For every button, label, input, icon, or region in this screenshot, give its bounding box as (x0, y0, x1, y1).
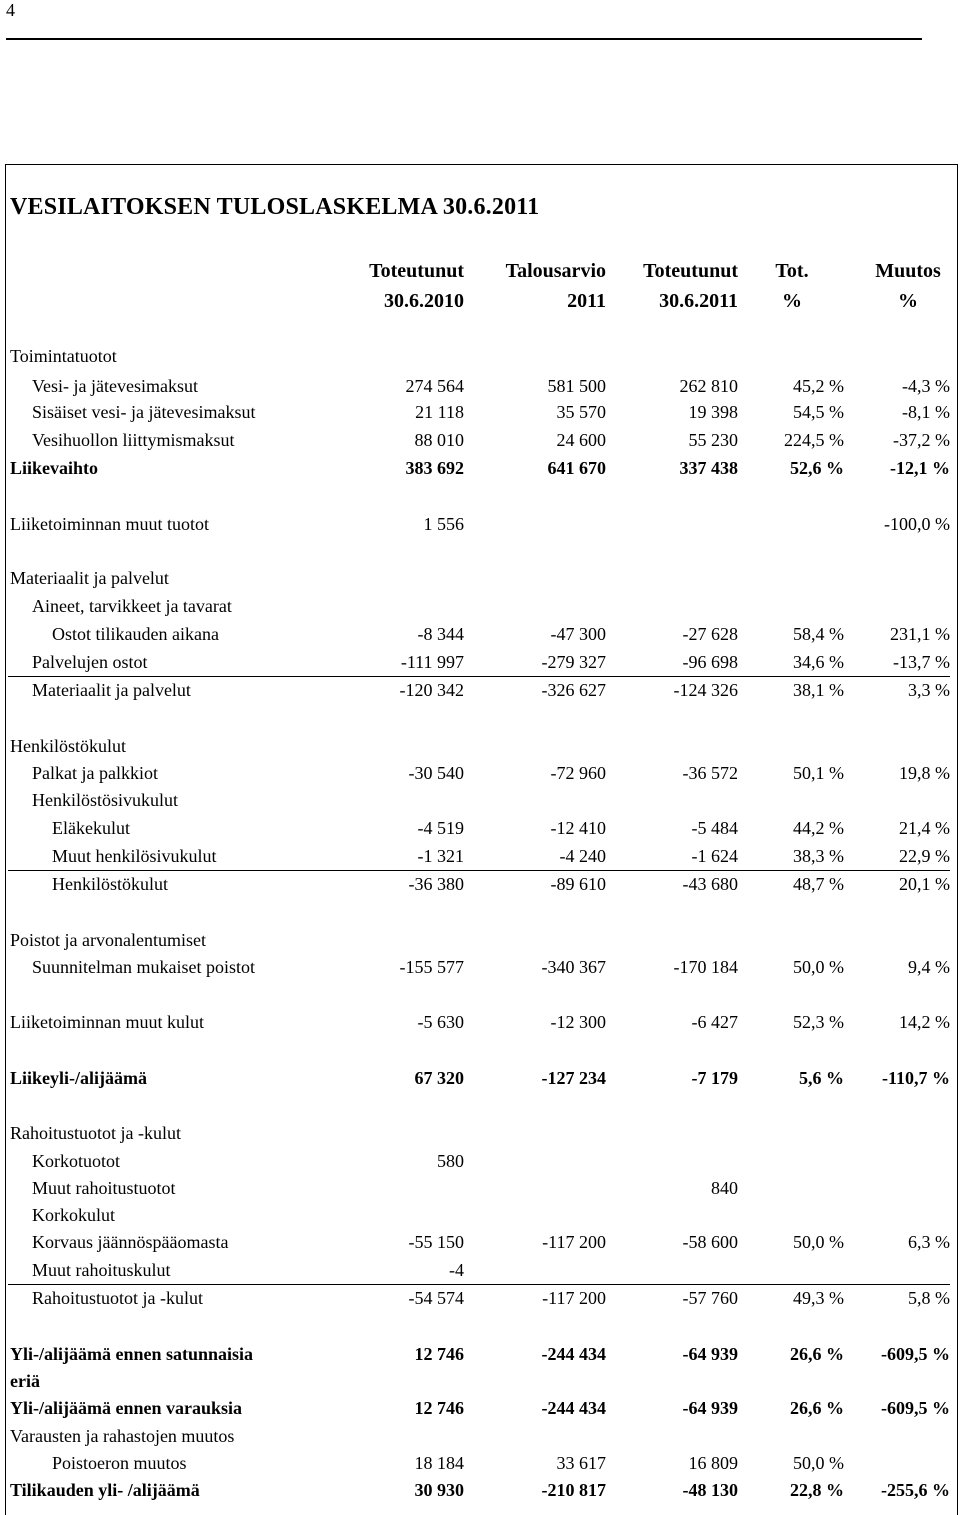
row-value-col3: -27 628 (682, 624, 738, 644)
row-label: Yli-/alijäämä ennen satunnaisia (10, 1344, 254, 1364)
row-label: Korkokulut (32, 1205, 115, 1225)
row-value-col1: 67 320 (414, 1068, 464, 1088)
row-value-col3: -57 760 (682, 1288, 738, 1308)
row-value-col5: -37,2 % (893, 430, 950, 450)
row-label: Toimintatuotot (10, 346, 117, 366)
row-value-col3: 16 809 (688, 1453, 738, 1473)
row-value-col3: -96 698 (682, 652, 738, 672)
table-row (0, 1008, 960, 1036)
row-value-col5: 231,1 % (890, 624, 950, 644)
row-value-col1: -36 380 (408, 874, 464, 894)
row-label: Tilikauden yli- /alijäämä (10, 1480, 200, 1500)
table-row (0, 1064, 960, 1092)
row-value-col4: 48,7 % (793, 874, 844, 894)
column-header-1-line2: 30.6.2010 (384, 290, 464, 312)
row-value-col4: 49,3 % (793, 1288, 844, 1308)
row-value-col1: -55 150 (408, 1232, 464, 1252)
table-row (0, 648, 960, 676)
row-value-col4: 52,3 % (793, 1012, 844, 1032)
row-value-col4: 50,0 % (793, 1453, 844, 1473)
row-value-col2: -117 200 (542, 1232, 606, 1252)
header-rule (6, 38, 922, 40)
row-label: Palkat ja palkkiot (32, 763, 158, 783)
row-value-col4: 45,2 % (793, 376, 844, 396)
column-header-3-line2: 30.6.2011 (659, 290, 738, 312)
row-value-col4: 58,4 % (793, 624, 844, 644)
subtotal-rule-finance (8, 1284, 950, 1285)
column-header-3-line1: Toteutunut (643, 260, 738, 282)
row-value-col2: 24 600 (556, 430, 606, 450)
row-label: Vesihuollon liittymismaksut (32, 430, 235, 450)
row-value-col3: -36 572 (682, 763, 738, 783)
row-value-col2: -340 367 (541, 957, 606, 977)
row-label: Rahoitustuotot ja -kulut (10, 1123, 181, 1143)
table-row (0, 1476, 960, 1504)
row-value-col3: 55 230 (688, 430, 738, 450)
row-label: Poistot ja arvonalentumiset (10, 930, 206, 950)
row-label: Liikevaihto (10, 458, 99, 478)
table-row (0, 372, 960, 400)
column-header-2 (506, 256, 606, 316)
row-value-col1: 274 564 (405, 376, 464, 396)
row-value-col1: 21 118 (415, 402, 464, 422)
row-value-col5: 3,3 % (908, 680, 950, 700)
page-number: 4 (6, 0, 15, 20)
row-value-col1: 12 746 (414, 1344, 464, 1364)
row-value-col5: -110,7 % (881, 1068, 950, 1088)
row-value-col1: -5 630 (417, 1012, 464, 1032)
row-label: Rahoitustuotot ja -kulut (32, 1288, 203, 1308)
subtotal-rule-materials (8, 676, 950, 677)
row-value-col2: 33 617 (556, 1453, 606, 1473)
row-value-col5: 22,9 % (899, 846, 950, 866)
row-value-col1: 18 184 (414, 1453, 464, 1473)
row-value-col2: -210 817 (541, 1480, 606, 1500)
row-value-col5: 19,8 % (899, 763, 950, 783)
row-value-col2: -244 434 (541, 1344, 606, 1364)
row-value-col1: 1 556 (423, 514, 464, 534)
row-value-col4: 54,5 % (793, 402, 844, 422)
row-label: Palvelujen ostot (32, 652, 148, 672)
table-row (0, 814, 960, 842)
table-row (0, 426, 960, 454)
column-header-5-line2: % (898, 290, 918, 312)
row-label: Ostot tilikauden aikana (52, 624, 219, 644)
column-header-3 (643, 256, 738, 316)
row-value-col1: -8 344 (417, 624, 464, 644)
row-value-col3: -124 326 (673, 680, 738, 700)
table-row (0, 454, 960, 482)
row-value-col4: 34,6 % (793, 652, 844, 672)
row-value-col1: -30 540 (408, 763, 464, 783)
row-value-col5: -609,5 % (881, 1344, 950, 1364)
row-label: Poistoeron muutos (52, 1453, 187, 1473)
row-value-col5: 20,1 % (899, 874, 950, 894)
row-value-col4: 44,2 % (793, 818, 844, 838)
row-value-col2: 35 570 (556, 402, 606, 422)
row-value-col5: 6,3 % (908, 1232, 950, 1252)
row-label: Muut rahoituskulut (32, 1260, 171, 1280)
row-value-col3: -6 427 (691, 1012, 738, 1032)
row-label: Aineet, tarvikkeet ja tavarat (32, 596, 232, 616)
column-header-4 (762, 256, 822, 316)
row-value-col2: -12 300 (550, 1012, 606, 1032)
table-row (0, 1394, 960, 1422)
table-row (0, 842, 960, 870)
row-value-col1: -4 (449, 1260, 464, 1280)
row-value-col2: 581 500 (547, 376, 606, 396)
row-value-col5: 5,8 % (908, 1288, 950, 1308)
table-row (0, 1367, 960, 1395)
row-value-col2: -127 234 (541, 1068, 606, 1088)
row-label: Vesi- ja jätevesimaksut (32, 376, 198, 396)
document-title: VESILAITOKSEN TULOSLASKELMA 30.6.2011 (10, 194, 540, 220)
column-header-4-line2: % (782, 290, 802, 312)
table-row (0, 592, 960, 620)
row-value-col3: -48 130 (682, 1480, 738, 1500)
row-value-col3: -5 484 (691, 818, 738, 838)
row-label: Henkilöstökulut (52, 874, 168, 894)
row-value-col2: 641 670 (547, 458, 606, 478)
table-row (0, 1201, 960, 1229)
row-label: Sisäiset vesi- ja jätevesimaksut (32, 402, 256, 422)
table-row (0, 1422, 960, 1450)
row-value-col5: 21,4 % (899, 818, 950, 838)
row-label: Materiaalit ja palvelut (10, 568, 169, 588)
row-value-col1: -111 997 (400, 652, 464, 672)
row-label: Liikeyli-/alijäämä (10, 1068, 147, 1088)
row-value-col3: 840 (711, 1178, 738, 1198)
column-header-5 (866, 256, 950, 316)
row-value-col2: -326 627 (541, 680, 606, 700)
row-value-col1: -4 519 (417, 818, 464, 838)
row-value-col1: 580 (437, 1151, 464, 1171)
row-label: Eläkekulut (52, 818, 130, 838)
row-value-col1: 383 692 (405, 458, 464, 478)
row-value-col4: 38,3 % (793, 846, 844, 866)
row-value-col3: -58 600 (682, 1232, 738, 1252)
row-value-col1: 88 010 (414, 430, 464, 450)
column-header-4-line1: Tot. (775, 260, 809, 282)
table-row (0, 1284, 960, 1312)
row-value-col4: 50,1 % (793, 763, 844, 783)
row-value-col1: 30 930 (414, 1480, 464, 1500)
column-header-2-line1: Talousarvio (505, 260, 606, 282)
table-row (0, 510, 960, 538)
row-label: eriä (10, 1371, 40, 1391)
subtotal-rule-personnel (8, 870, 950, 871)
row-value-col5: -12,1 % (890, 458, 950, 478)
row-label: Suunnitelman mukaiset poistot (32, 957, 255, 977)
column-header-5-line1: Muutos (875, 260, 941, 282)
row-value-col4: 224,5 % (784, 430, 844, 450)
table-row (0, 1174, 960, 1202)
row-value-col3: 337 438 (679, 458, 738, 478)
row-label: Muut henkilösivukulut (52, 846, 217, 866)
row-value-col5: -100,0 % (884, 514, 950, 534)
row-label: Liiketoiminnan muut kulut (10, 1012, 204, 1032)
row-value-col2: -12 410 (550, 818, 606, 838)
row-label: Muut rahoitustuotot (32, 1178, 176, 1198)
row-value-col3: -43 680 (682, 874, 738, 894)
row-value-col2: -117 200 (542, 1288, 606, 1308)
row-label: Materiaalit ja palvelut (32, 680, 191, 700)
table-row (0, 676, 960, 704)
row-value-col5: 14,2 % (899, 1012, 950, 1032)
row-value-col1: -155 577 (399, 957, 464, 977)
row-value-col2: -4 240 (559, 846, 606, 866)
table-row (0, 1147, 960, 1175)
row-value-col5: -8,1 % (902, 402, 950, 422)
row-value-col5: -4,3 % (902, 376, 950, 396)
row-value-col5: -13,7 % (893, 652, 950, 672)
table-row (0, 1449, 960, 1477)
row-value-col3: -170 184 (673, 957, 738, 977)
table-row (0, 620, 960, 648)
row-label: Liiketoiminnan muut tuotot (10, 514, 209, 534)
row-label: Henkilöstösivukulut (32, 790, 179, 810)
row-value-col3: -64 939 (682, 1398, 738, 1418)
row-value-col1: 12 746 (414, 1398, 464, 1418)
table-row (0, 564, 960, 592)
table-row (0, 1256, 960, 1284)
row-label: Korvaus jäännöspääomasta (32, 1232, 229, 1252)
table-row (0, 342, 960, 370)
row-value-col1: -120 342 (399, 680, 464, 700)
table-row (0, 398, 960, 426)
row-value-col3: -64 939 (682, 1344, 738, 1364)
table-row (0, 1119, 960, 1147)
row-value-col4: 38,1 % (793, 680, 844, 700)
row-label: Varausten ja rahastojen muutos (10, 1426, 235, 1446)
column-header-1 (369, 256, 464, 316)
table-row (0, 732, 960, 760)
row-value-col2: -279 327 (541, 652, 606, 672)
column-header-2-line2: 2011 (567, 290, 606, 312)
table-row (0, 1340, 960, 1368)
row-value-col4: 22,8 % (790, 1480, 844, 1500)
row-value-col4: 5,6 % (799, 1068, 844, 1088)
row-value-col2: -47 300 (550, 624, 606, 644)
column-header-1-line1: Toteutunut (369, 260, 464, 282)
table-row (0, 1228, 960, 1256)
table-row (0, 953, 960, 981)
row-value-col3: -7 179 (691, 1068, 738, 1088)
row-value-col1: -54 574 (408, 1288, 464, 1308)
row-value-col3: 262 810 (679, 376, 738, 396)
row-value-col5: 9,4 % (908, 957, 950, 977)
row-label: Korkotuotot (32, 1151, 120, 1171)
row-value-col3: -1 624 (691, 846, 738, 866)
row-value-col5: -255,6 % (881, 1480, 950, 1500)
row-value-col2: -244 434 (541, 1398, 606, 1418)
table-row (0, 870, 960, 898)
row-value-col2: -72 960 (550, 763, 606, 783)
row-value-col4: 26,6 % (790, 1398, 844, 1418)
row-value-col4: 26,6 % (790, 1344, 844, 1364)
row-label: Yli-/alijäämä ennen varauksia (10, 1398, 243, 1418)
row-value-col2: -89 610 (550, 874, 606, 894)
row-value-col1: -1 321 (417, 846, 464, 866)
row-value-col4: 50,0 % (793, 957, 844, 977)
table-row (0, 786, 960, 814)
table-row (0, 926, 960, 954)
row-value-col4: 50,0 % (793, 1232, 844, 1252)
row-value-col3: 19 398 (688, 402, 738, 422)
row-value-col5: -609,5 % (881, 1398, 950, 1418)
row-label: Henkilöstökulut (10, 736, 126, 756)
row-value-col4: 52,6 % (790, 458, 844, 478)
table-row (0, 759, 960, 787)
